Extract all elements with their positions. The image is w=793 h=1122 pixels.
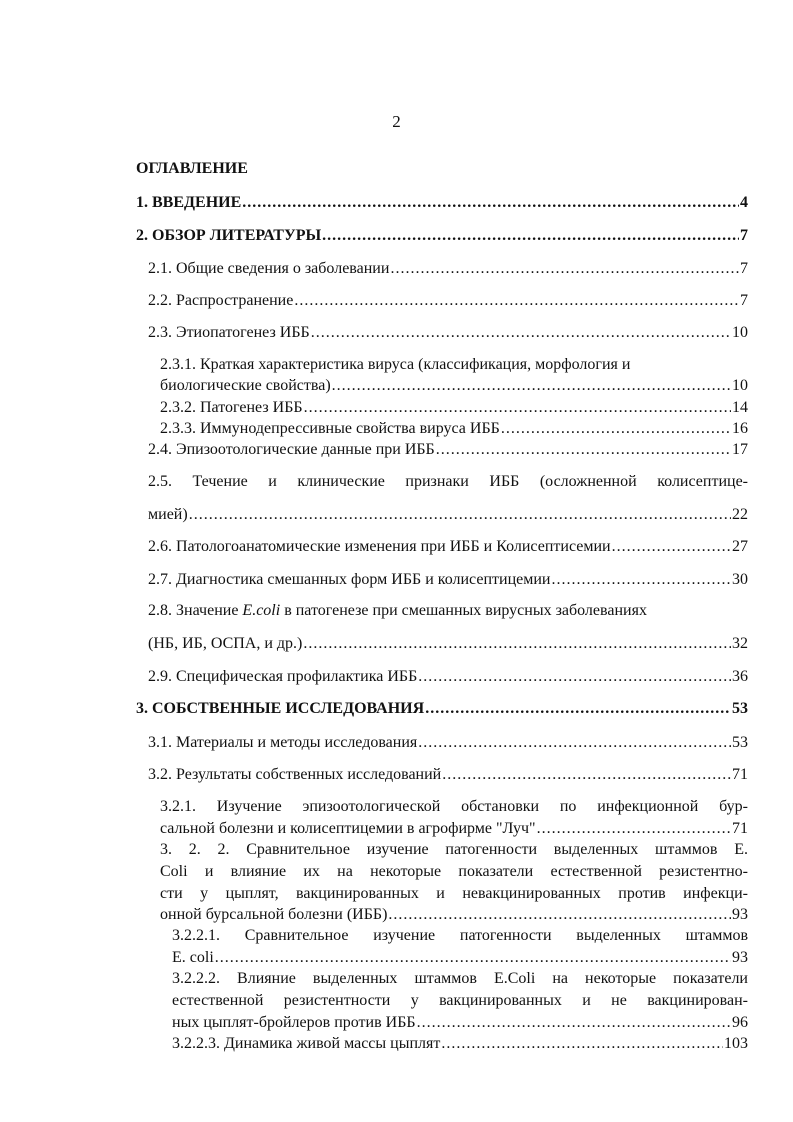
toc-entry-3-1 (148, 733, 748, 753)
toc-entry-page: 10 (732, 377, 748, 394)
toc-entry-2-3-2 (160, 398, 748, 418)
toc-entry-page: 7 (740, 260, 748, 277)
toc-entry-2-5 (148, 505, 748, 525)
toc-entry-label: 2.3.3. Иммунодепрессивные свойства вируса ИББ (160, 420, 500, 437)
toc-entry-text: 2.8. Значение (148, 602, 243, 619)
toc-entry-page: 36 (732, 668, 748, 685)
toc-entry-label: (НБ, ИБ, ОСПА, и др.) (148, 635, 303, 652)
toc-entry-italic-text: E.coli (242, 602, 281, 619)
toc-entry-page: 53 (732, 734, 748, 751)
toc-entry-page: 93 (732, 949, 748, 966)
toc-entry-page: 16 (732, 420, 748, 437)
toc-entry-label: 2. ОБЗОР ЛИТЕРАТУРЫ (136, 227, 322, 244)
toc-entry-label: 3. СОБСТВЕННЫЕ ИССЛЕДОВАНИЯ (136, 700, 425, 717)
toc-title: ОГЛАВЛЕНИЕ (136, 160, 248, 177)
toc-entry-2-5-line1: 2.5. Течение и клинические признаки ИББ (осложненной колисептице- (148, 473, 748, 490)
toc-entry-3-2-2-line3: сти у цыплят, вакцинированных и невакцинированных против инфекци- (160, 885, 748, 902)
toc-entry-2-8 (148, 634, 748, 654)
toc-entry-label: биологические свойства) (160, 377, 331, 394)
toc-entry-label: 2.2. Распространение (148, 292, 294, 309)
toc-entry-3-2 (148, 765, 748, 785)
toc-entry-2-3 (148, 323, 748, 343)
toc-entry-label: 3.1. Материалы и методы исследования (148, 734, 418, 751)
toc-entry-page: 93 (732, 906, 748, 923)
toc-entry-page: 4 (740, 194, 748, 211)
toc-entry-page: 7 (740, 227, 748, 244)
toc-entry-3-2-2-line1: 3. 2. 2. Сравнительное изучение патогенности выделенных штаммов Е. (160, 841, 748, 858)
toc-entry-label: 3.2.2.3. Динамика живой массы цыплят (172, 1035, 441, 1052)
toc-entry-page: 22 (732, 506, 748, 523)
toc-entry-3-2-2-3 (172, 1034, 748, 1054)
toc-entry-2-3-3 (160, 419, 748, 439)
toc-entry-label: мией) (148, 506, 188, 523)
toc-entry-page: 32 (732, 635, 748, 652)
toc-entry-page: 14 (732, 399, 748, 416)
toc-entry-label: 2.1. Общие сведения о заболевании (148, 260, 390, 277)
toc-entry-3-2-2-2 (172, 1013, 748, 1033)
toc-entry-page: 7 (740, 292, 748, 309)
toc-entry-label: 2.6. Патологоанатомические изменения при ИББ и Колисептисемии (148, 538, 611, 555)
toc-entry-label: онной бурсальной болезни (ИББ) (160, 906, 388, 923)
toc-entry-label: 2.9. Специфическая профилактика ИББ (148, 668, 418, 685)
toc-entry-page: 30 (732, 571, 748, 588)
toc-entry-label: 2.3. Этиопатогенез ИББ (148, 324, 310, 341)
toc-entry-page: 17 (732, 441, 748, 458)
toc-entry-2-4 (148, 440, 748, 460)
toc-entry-2-6 (148, 537, 748, 557)
toc-entry-literature-review (136, 226, 748, 246)
toc-entry-3-2-2-1 (172, 948, 748, 968)
toc-entry-2-3-1-line1: 2.3.1. Краткая характеристика вируса (классификация, морфология и (160, 356, 631, 373)
toc-entry-3-2-2-1-line1: 3.2.2.1. Сравнительное изучение патогенности выделенных штаммов (172, 927, 748, 944)
toc-entry-own-research (136, 699, 748, 719)
toc-entry-label: 2.7. Диагностика смешанных форм ИББ и колисептицемии (148, 571, 551, 588)
toc-entry-label: ных цыплят-бройлеров против ИББ (172, 1014, 416, 1031)
toc-entry-2-9 (148, 667, 748, 687)
toc-entry-3-2-2-line2: Coli и влияние их на некоторые показатели естественной резистентно- (160, 863, 748, 880)
toc-entry-page: 53 (732, 700, 748, 717)
toc-entry-introduction (136, 193, 748, 213)
toc-entry-3-2-2-2-line1: 3.2.2.2. Влияние выделенных штаммов E.Coli на некоторые показатели (172, 970, 748, 987)
toc-entry-page: 96 (732, 1014, 748, 1031)
toc-entry-2-8-line1 (148, 601, 647, 621)
toc-entry-label: сальной болезни и колисептицемии в агрофирме "Луч" (160, 820, 536, 837)
toc-entry-2-1 (148, 259, 748, 279)
toc-entry-label: E. coli (172, 949, 214, 966)
toc-entry-3-2-2-2-line2: естественной резистентности у вакцинированных и не вакцинирован- (172, 992, 748, 1009)
toc-entry-page: 10 (732, 324, 748, 341)
toc-entry-label: 1. ВВЕДЕНИЕ (136, 194, 242, 211)
toc-entry-page: 71 (732, 820, 748, 837)
toc-entry-text: в патогенезе при смешанных вирусных заболеваниях (280, 602, 647, 619)
toc-entry-2-3-1 (160, 376, 748, 396)
toc-entry-page: 27 (732, 538, 748, 555)
toc-entry-label: 2.4. Эпизоотологические данные при ИББ (148, 441, 435, 458)
toc-entry-page: 103 (724, 1035, 748, 1052)
toc-entry-page: 71 (732, 766, 748, 783)
toc-entry-label: 2.3.2. Патогенез ИББ (160, 399, 303, 416)
toc-entry-3-2-1-line1: 3.2.1. Изучение эпизоотологической обстановки по инфекционной бур- (160, 798, 748, 815)
toc-entry-2-7 (148, 570, 748, 590)
toc-entry-3-2-2 (160, 905, 748, 925)
toc-entry-2-2 (148, 291, 748, 311)
page-number: 2 (392, 112, 401, 131)
toc-entry-label: 3.2. Результаты собственных исследований (148, 766, 442, 783)
toc-entry-3-2-1 (160, 819, 748, 839)
